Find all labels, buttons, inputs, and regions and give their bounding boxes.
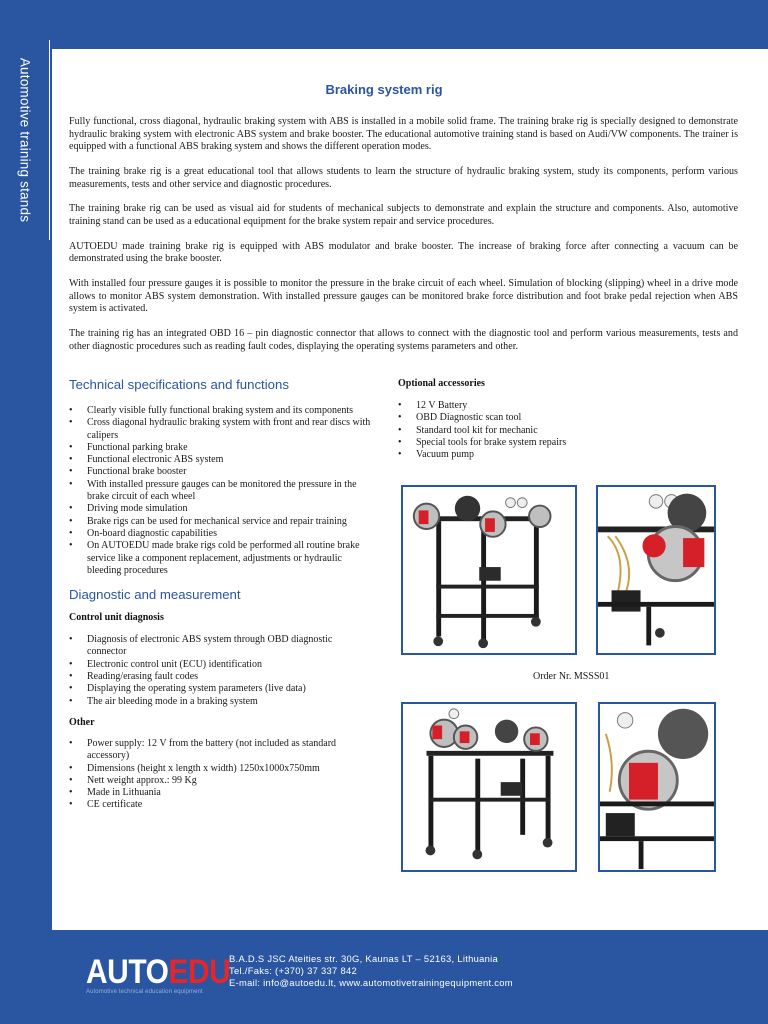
list-item: • Dimensions (height x length x width) 1250x1000x750mm (69, 763, 374, 775)
contact-phone: Tel./Faks: (+370) 37 337 842 (229, 965, 358, 977)
intro-paragraph: The training brake rig is a great educational tool that allows students to learn the structure of hydraulic braking system, study its components, perform various measurements, tests and other service and diagnostic procedures. (69, 165, 738, 190)
intro-paragraph: AUTOEDU made training brake rig is equipped with ABS modulator and brake booster. The increase of braking force after connecting a vacuum can be demonstrated using the brake booster. (69, 240, 738, 265)
left-column (69, 377, 374, 812)
list-item: • Electronic control unit (ECU) identification (69, 659, 374, 671)
rig-photo-caliper (598, 702, 716, 872)
list-item: • Displaying the operating system parameters (live data) (69, 683, 374, 695)
list-item: • Diagnosis of electronic ABS system through OBD diagnostic connector (69, 634, 374, 659)
list-item: • The air bleeding mode in a braking system (69, 696, 374, 708)
tech-list (69, 405, 374, 577)
logo-tagline: Automotive technical education equipment (86, 989, 203, 995)
logo-text-edu: EDU (168, 953, 231, 991)
list-item: • OBD Diagnostic scan tool (398, 412, 728, 424)
optional-title: Optional accessories (398, 378, 485, 389)
list-item: • Standard tool kit for mechanic (398, 425, 728, 437)
page-title: Braking system rig (325, 82, 443, 97)
list-item: • Functional parking brake (69, 442, 374, 454)
list-item: • CE certificate (69, 799, 374, 811)
intro-paragraph: The training rig has an integrated OBD 16 – pin diagnostic connector that allows to connect with the diagnostic tool and perform various measurements, tests and other diagnostic procedures such as reading fault codes, displaying the operating systems parameters and other. (69, 328, 738, 352)
list-item: • Functional brake booster (69, 466, 374, 478)
list-item: • Vacuum pump (398, 449, 728, 461)
logo-text-auto: AUTO (86, 953, 169, 991)
list-item: • On AUTOEDU made brake rigs cold be performed all routine brake service like a component replacement, adjustments or hydraulic bleeding procedures (69, 540, 374, 577)
list-item: • Nett weight approx.: 99 Kg (69, 775, 374, 787)
list-item: • Made in Lithuania (69, 787, 374, 799)
order-number: Order Nr. MSSS01 (533, 671, 610, 682)
intro-text (69, 116, 738, 365)
other-title: Other (69, 716, 95, 728)
rig-photo-front (401, 485, 577, 655)
brake-rig-image (403, 487, 575, 653)
list-item: • 12 V Battery (398, 400, 728, 412)
control-title: Control unit diagnosis (69, 612, 164, 624)
intro-paragraph: With installed four pressure gauges it is possible to monitor the pressure in the brake circuit of each wheel. Simulation of blocking (slipping) wheel in a drive mode allows to monitor ABS system demonstration. With installed pressure gauges can be monitored brake force distribution and foot brake pedal rejection when ABS system is activated. (69, 278, 738, 315)
control-list (69, 634, 374, 708)
list-item: • Cross diagonal hydraulic braking system with front and rear discs with calipers (69, 417, 374, 442)
sidebar-tab (0, 40, 50, 240)
list-item: • Driving mode simulation (69, 503, 374, 515)
brake-rig-image (598, 487, 714, 653)
list-item: • Functional electronic ABS system (69, 454, 374, 466)
list-item: • Reading/erasing fault codes (69, 671, 374, 683)
rig-photo-angle (401, 702, 577, 872)
list-item: • Clearly visible fully functional braking system and its components (69, 405, 374, 417)
list-item: • With installed pressure gauges can be monitored the pressure in the brake circuit of each wheel (69, 479, 374, 504)
other-list (69, 738, 374, 812)
list-item: • Power supply: 12 V from the battery (not included as standard accessory) (69, 738, 374, 763)
contact-address: B.A.D.S JSC Ateities str. 30G, Kaunas LT – 52163, Lithuania (229, 953, 499, 964)
intro-paragraph: The training brake rig can be used as visual aid for students of mechanical subjects to demonstrate and explain the structure and components. Also, automotive training stand can be used as a educational equipment for the brake system repair and service procedures. (69, 203, 738, 227)
list-item: • On-board diagnostic capabilities (69, 528, 374, 540)
rig-photo-closeup (596, 485, 716, 655)
tech-heading: Technical specifications and functions (69, 377, 289, 392)
brand-logo (86, 953, 230, 992)
diag-heading: Diagnostic and measurement (69, 587, 241, 603)
right-column (398, 378, 728, 461)
contact-email[interactable]: E-mail: info@autoedu.lt, www.automotivetrainingequipment.com (229, 977, 513, 989)
intro-paragraph: Fully functional, cross diagonal, hydraulic braking system with ABS is installed in a mobile solid frame. The training brake rig is specially designed to demonstrate hydraulic braking system with electronic ABS system and brake booster. The educational automotive training stand is based on Audi/VW components. The trainer is equipped with a functional ABS braking system and shows the different operation modes. (69, 116, 738, 153)
contact-info (229, 953, 513, 990)
list-item: • Brake rigs can be used for mechanical service and repair training (69, 516, 374, 528)
sidebar-label: Automotive training stands (17, 57, 33, 223)
brake-rig-image (403, 704, 575, 870)
brake-rig-image (600, 704, 714, 870)
optional-list (398, 400, 728, 461)
list-item: • Special tools for brake system repairs (398, 437, 728, 449)
